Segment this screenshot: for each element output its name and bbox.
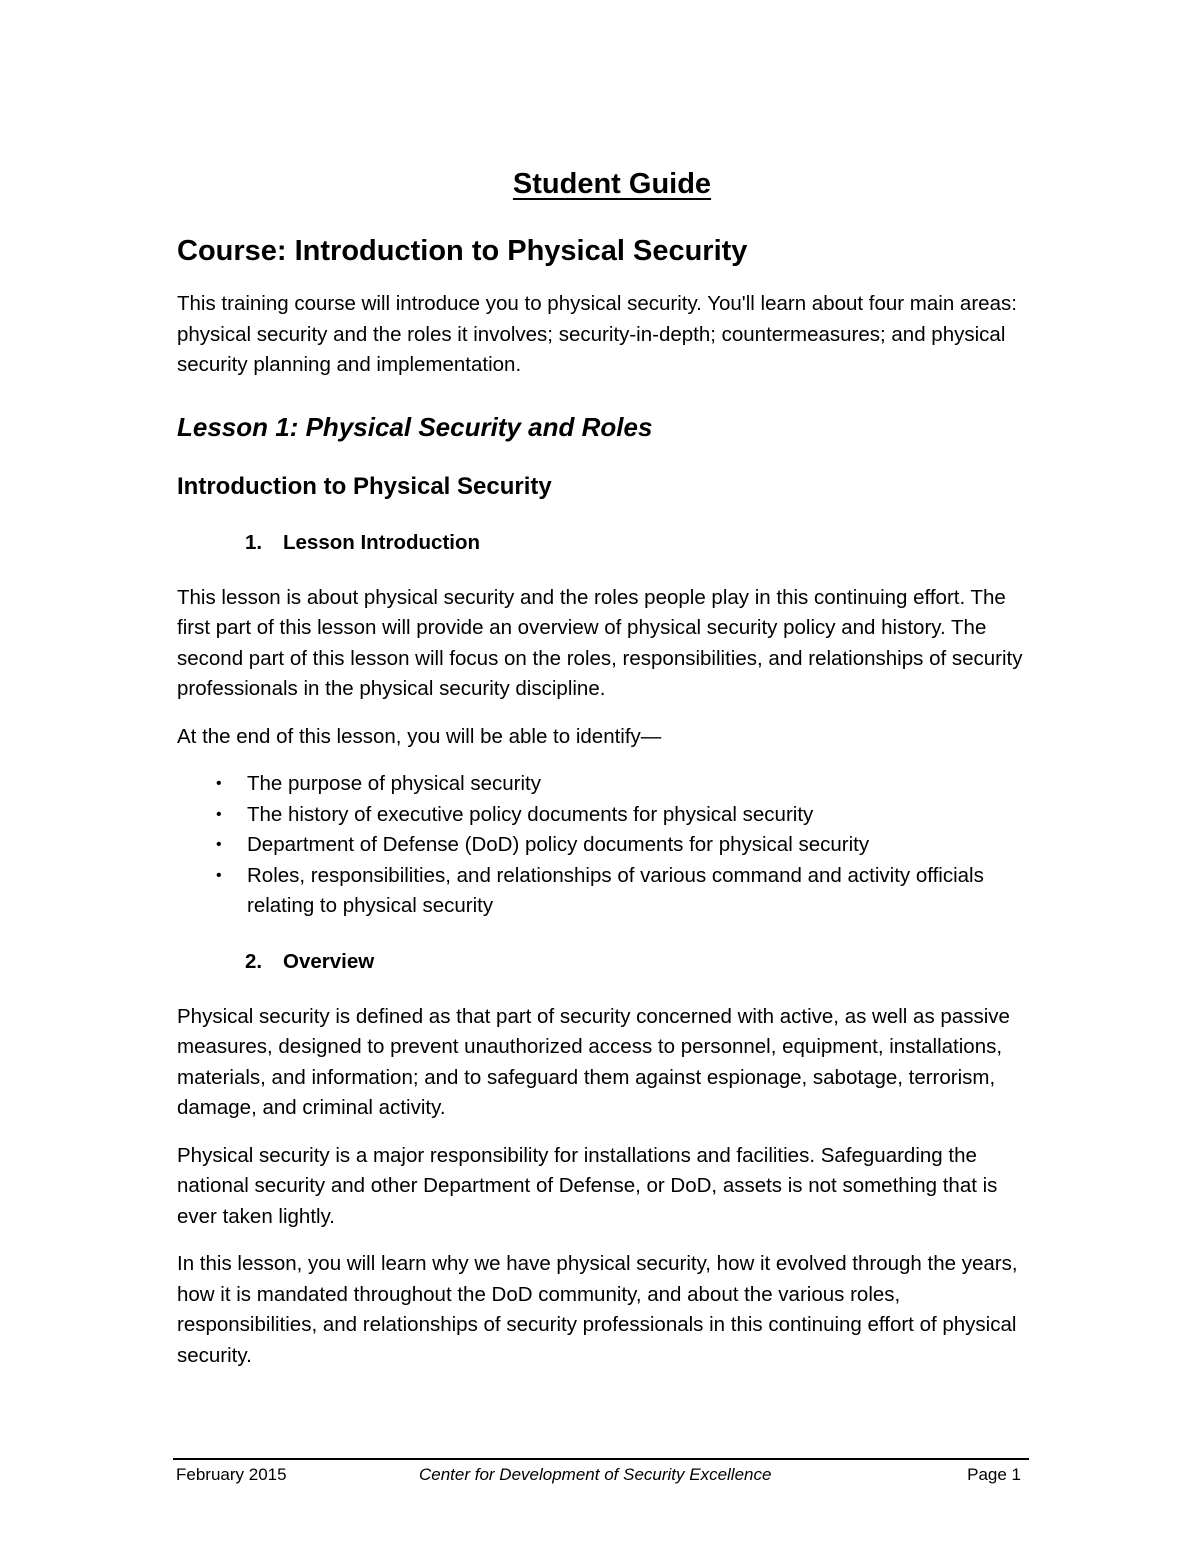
bullet-icon: •	[216, 805, 222, 823]
list-item	[177, 769, 1037, 800]
numbered-heading-overview: 2. Overview	[177, 948, 1037, 976]
list-item	[177, 861, 1037, 922]
page-footer	[173, 1458, 1029, 1487]
document-title: Student Guide	[512, 168, 712, 200]
overview-paragraph-2: Physical security is a major responsibility for installations and facilities. Safeguarding the national security and other Department of Defense, or DoD, assets is not something that is ever taken lightly.	[177, 1143, 998, 1228]
footer-date: February 2015	[176, 1465, 287, 1484]
overview-paragraph-3: In this lesson, you will learn why we have physical security, how it evolved through the years, how it is mandated throughout the DoD community, and about the various roles, responsibilities, and relationships of security professionals in this continuing effort of physical security.	[177, 1252, 1018, 1367]
objectives-list	[177, 769, 1037, 922]
footer-organization: Center for Development of Security Excellence	[419, 1465, 772, 1484]
document-content	[177, 166, 1037, 1371]
item-heading: Overview	[283, 949, 375, 973]
course-heading: Course: Introduction to Physical Security	[177, 235, 748, 267]
intro-paragraph: This training course will introduce you to physical security. You'll learn about four main areas: physical security and the roles it involves; security-in-depth; countermeasures; and physical security planning and implementation.	[177, 292, 1017, 376]
list-item	[177, 830, 1037, 861]
bullet-icon: •	[216, 775, 222, 792]
lesson-intro-paragraph-2: At the end of this lesson, you will be able to identify—	[177, 724, 662, 748]
list-item	[177, 800, 1037, 831]
footer-page-number: Page 1	[967, 1465, 1021, 1484]
bullet-icon: •	[216, 836, 222, 853]
list-item-text: Department of Defense (DoD) policy documents for physical security	[247, 833, 870, 856]
list-item-text: The history of executive policy documents for physical security	[247, 802, 814, 826]
numbered-heading-lesson-introduction: 1. Lesson Introduction	[177, 529, 1037, 557]
bullet-icon: •	[216, 866, 222, 884]
overview-paragraph-1: Physical security is defined as that part of security concerned with active, as well as passive measures, designed to prevent unauthorized access to personnel, equipment, installations, materials, and information; and to safeguard them against espionage, sabotage, terrorism, damage, and criminal activity.	[177, 1004, 1010, 1119]
lesson-heading: Lesson 1: Physical Security and Roles	[177, 411, 653, 442]
list-item-text: Roles, responsibilities, and relationships of various command and activity officials relating to physical security	[247, 863, 984, 917]
section-heading: Introduction to Physical Security	[177, 472, 552, 500]
lesson-intro-paragraph-1: This lesson is about physical security and the roles people play in this continuing effort. The first part of this lesson will provide an overview of physical security policy and history. The second part of this lesson will focus on the roles, responsibilities, and relationships of security professionals in the physical security discipline.	[177, 585, 1023, 700]
list-item-text: The purpose of physical security	[247, 772, 541, 795]
item-heading: Lesson Introduction	[283, 530, 481, 554]
